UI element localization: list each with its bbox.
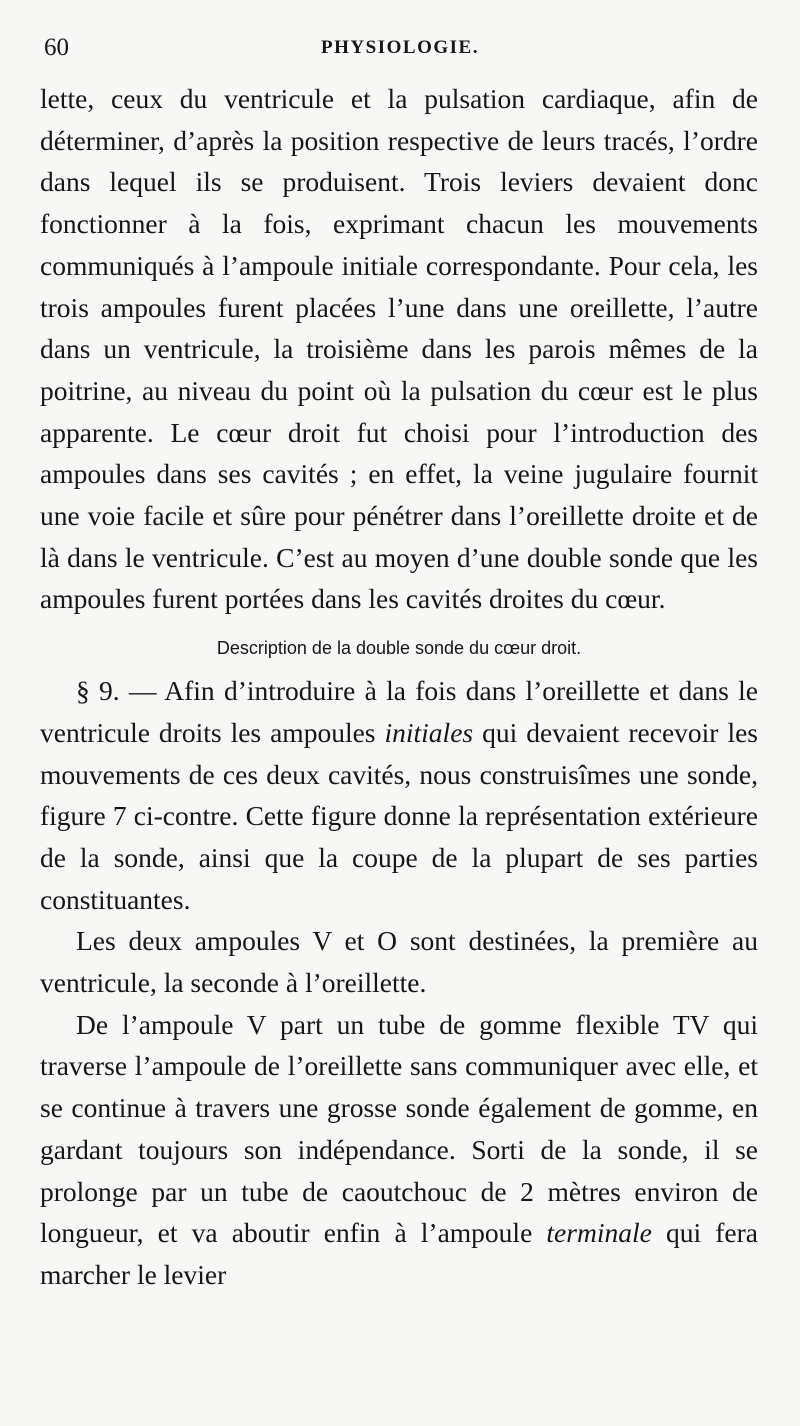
page-number: 60 [44,34,69,61]
paragraph-3: Les deux ampoules V et O sont destinées, la première au ventricule, la seconde à l’oreillette. [40,925,758,999]
body-text [40,78,758,1296]
running-head [44,34,756,64]
paragraph-2 [40,670,758,920]
paragraph-4-text: De l’ampoule V part un tube de gomme flexible TV qui traverse l’ampoule de l’oreillette sans communiquer avec elle, et se continue à travers une grosse sonde également de gomme, en gardant toujours son indépendance. Sorti de la sonde, il se prolonge par un tube de caoutchouc de 2 mètres environ de longueur, et va aboutir enfin à l’ampoule [40,1008,758,1249]
paragraph-4 [40,1004,758,1296]
paragraph-2-italic: initiales [384,716,474,748]
paragraph-2-text-end: qui devaient recevoir les mouvements de ces deux cavités, nous construisîmes une sonde, figure 7 ci-contre. Cette figure donne la représentation extérieure de la sonde, ainsi que la coupe de la plupart de ses parties constituantes. [40,716,758,915]
paragraph-2-text: § 9. — Afin d’introduire à la fois dans l’oreillette et dans le ventricule droits les ampoules [40,675,758,748]
paragraph-4-text-end: qui fera marcher le levier [40,1217,758,1290]
running-title: PHYSIOLOGIE. [321,37,479,58]
section-heading: Description de la double sonde du cœur droit. [216,638,582,659]
paragraph-4-italic: terminale [546,1217,652,1249]
paragraph-1: lette, ceux du ventricule et la pulsation cardiaque, afin de déterminer, d’après la position respective de leurs tracés, l’ordre dans lequel ils se produisent. Trois leviers devaient donc fonctionner à la fois, exprimant chacun les mouvements communiqués à l’ampoule initiale correspondante. Pour cela, les trois ampoules furent placées l’une dans une oreillette, l’autre dans un ventricule, la troisième dans les parois mêmes de la poitrine, au niveau du point où la pulsation du cœur est le plus apparente. Le cœur droit fut choisi pour l’introduction des ampoules dans ses cavités ; en effet, la veine jugulaire fournit une voie facile et sûre pour pénétrer dans l’oreillette droite et de là dans le ventricule. C’est au moyen d’une double sonde que les ampoules furent portées dans les cavités droites du cœur. [40,83,758,615]
